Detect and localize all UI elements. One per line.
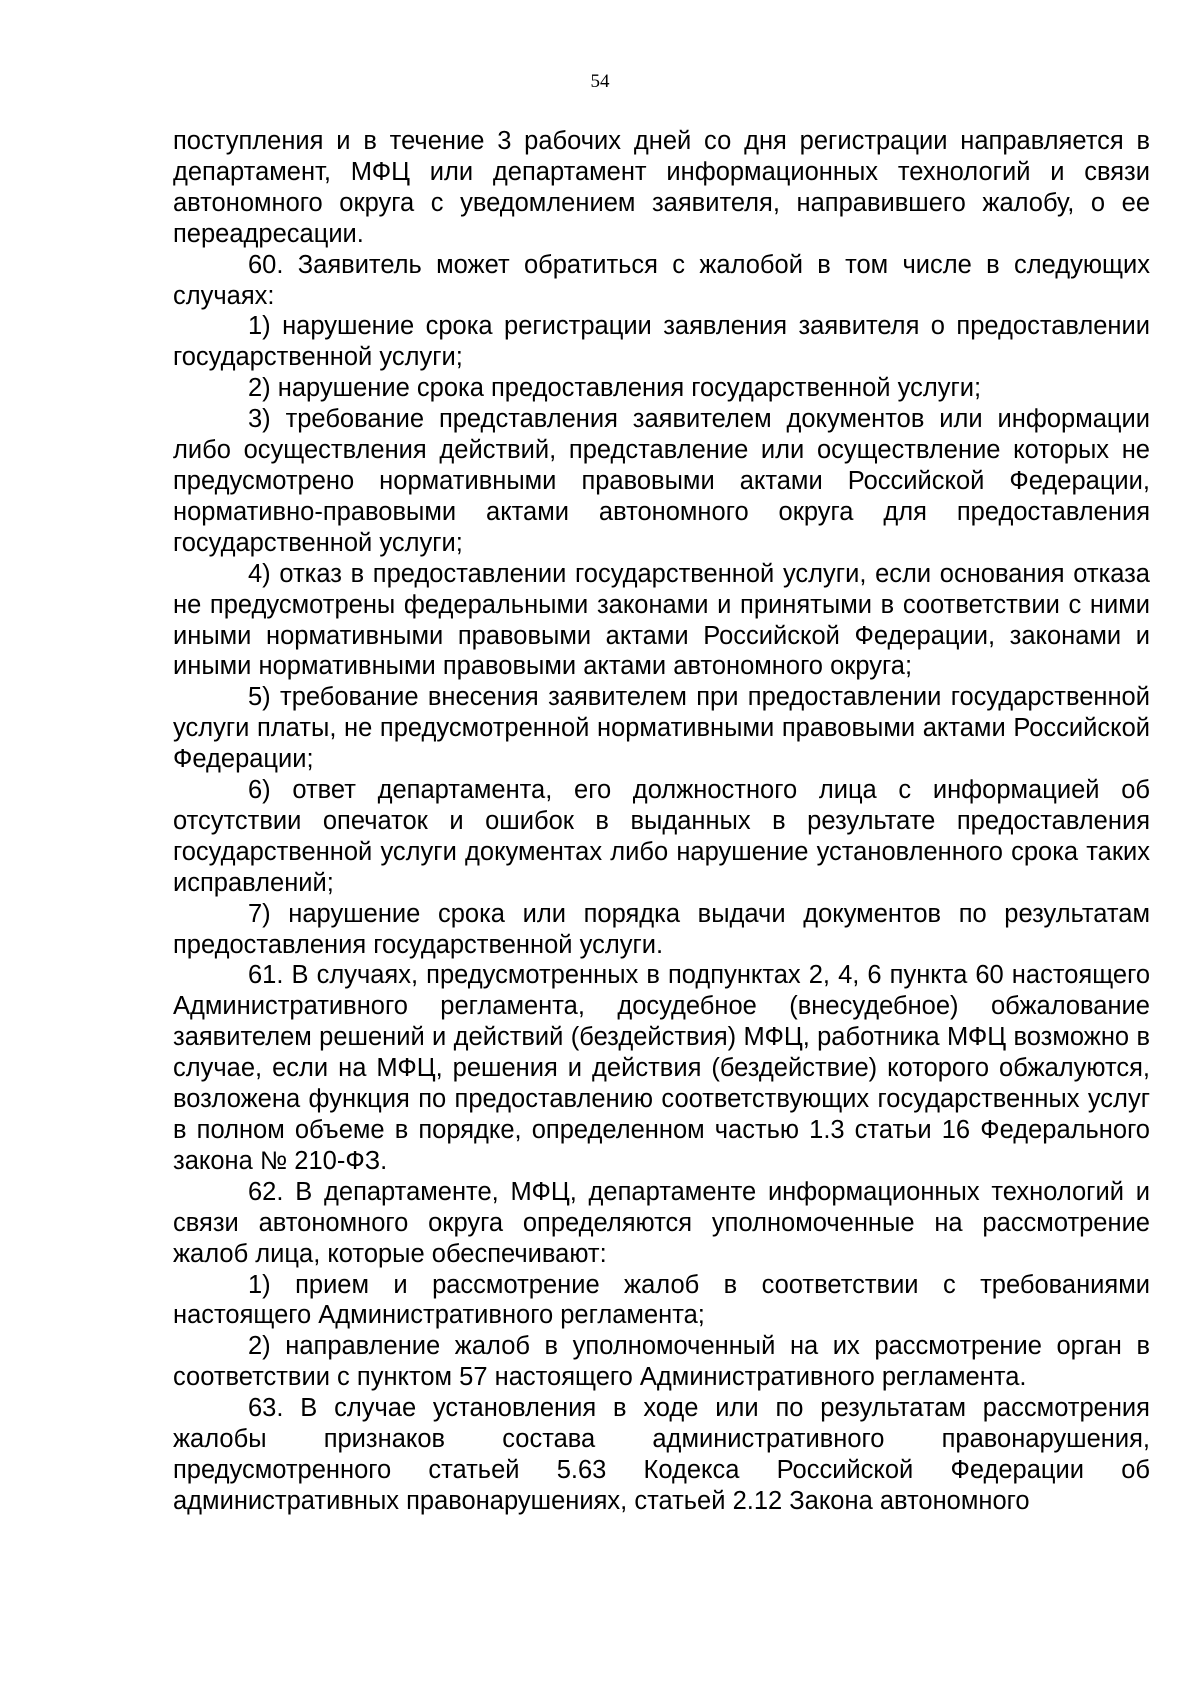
list-item-60-1: 1) нарушение срока регистрации заявления заявителя о предоставлении государственной услуги; [173, 312, 1150, 372]
list-item-62-2: 2) направление жалоб в уполномоченный на их рассмотрение орган в соответствии с пунктом 57 настоящего Административного регламента. [173, 1332, 1150, 1392]
list-item-60-6: 6) ответ департамента, его должностного лица с информацией об отсутствии опечаток и ошибок в выданных в результате предоставления государственной услуги документах либо нарушение установленного срока таких исправлений; [173, 776, 1150, 897]
paragraph-62: 62. В департаменте, МФЦ, департаменте информационных технологий и связи автономного округа определяются уполномоченные на рассмотрение жалоб лица, которые обеспечивают: [173, 1177, 1150, 1268]
list-item-60-7: 7) нарушение срока или порядка выдачи документов по результатам предоставления государственной услуги. [173, 899, 1150, 959]
list-item-60-5: 5) требование внесения заявителем при предоставлении государственной услуги платы, не предусмотренной нормативными правовыми актами Российской Федерации; [173, 683, 1150, 774]
list-item-62-1: 1) прием и рассмотрение жалоб в соответствии с требованиями настоящего Административного регламента; [173, 1270, 1150, 1330]
document-body [173, 126, 1150, 1517]
paragraph-61: 61. В случаях, предусмотренных в подпунктах 2, 4, 6 пункта 60 настоящего Административного регламента, досудебное (внесудебное) обжалование заявителем решений и действий (бездействия) МФЦ, работника МФЦ возможно в случае, если на МФЦ, решения и действия (бездействие) которого обжалуются, возложена функция по предоставлению соответствующих государственных услуг в полном объеме в порядке, определенном частью 1.3 статьи 16 Федерального закона № 210-ФЗ. [173, 961, 1150, 1175]
page-number: 54 [590, 71, 610, 92]
list-item-60-3: 3) требование представления заявителем документов или информации либо осуществления действий, представление или осуществление которых не предусмотрено нормативными правовыми актами Российской Федерации, нормативно-правовыми актами автономного округа для предоставления государственной услуги; [173, 405, 1150, 557]
paragraph-60: 60. Заявитель может обратиться с жалобой в том числе в следующих случаях: [173, 250, 1150, 310]
list-item-60-2: 2) нарушение срока предоставления государственной услуги; [248, 374, 982, 403]
paragraph-continuation: поступления и в течение 3 рабочих дней со дня регистрации направляется в департамент, МФЦ или департамент информационных технологий и связи автономного округа с уведомлением заявителя, направившего жалобу, о ее переадресации. [173, 127, 1150, 248]
paragraph-63: 63. В случае установления в ходе или по результатам рассмотрения жалобы признаков состава административного правонарушения, предусмотренного статьей 5.63 Кодекса Российской Федерации об административных правонарушениях, статьей 2.12 Закона автономного [173, 1394, 1150, 1515]
list-item-60-4: 4) отказ в предоставлении государственной услуги, если основания отказа не предусмотрены федеральными законами и принятыми в соответствии с ними иными нормативными правовыми актами Российской Федерации, законами и иными нормативными правовыми актами автономного округа; [173, 559, 1150, 681]
